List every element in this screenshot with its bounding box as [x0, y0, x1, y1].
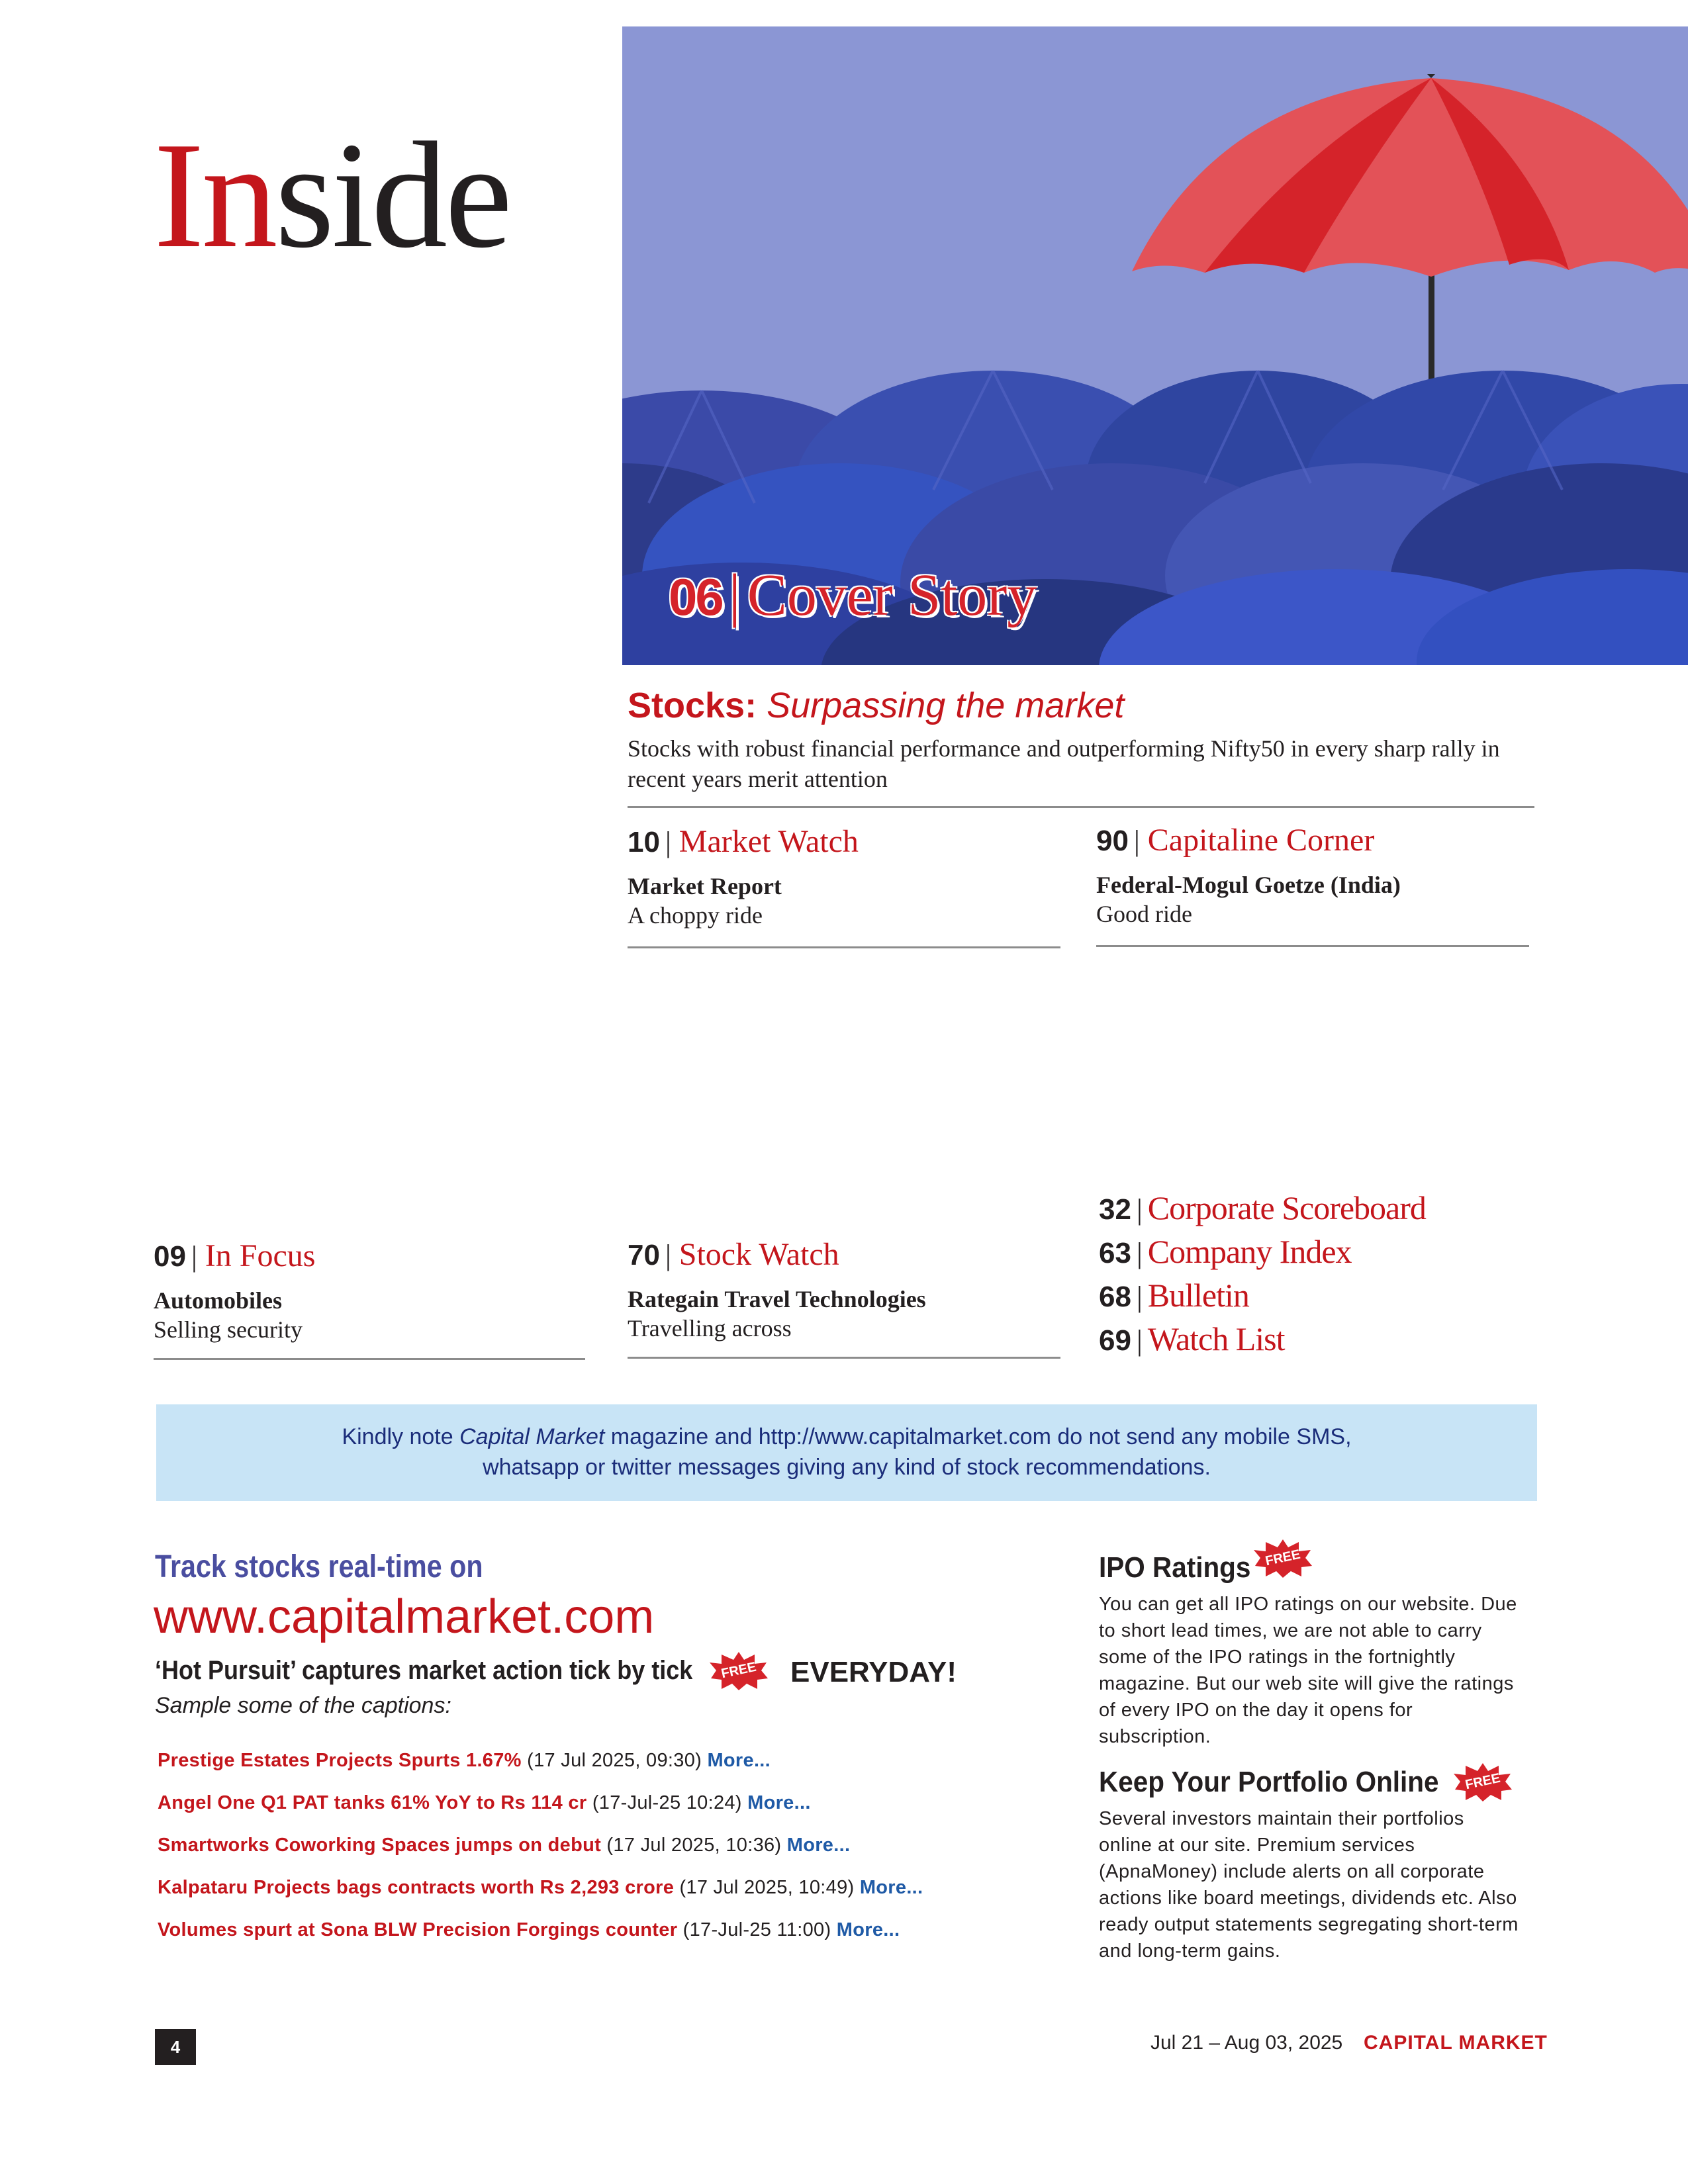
- portfolio-online-text: Several investors maintain their portfolios online at our site. Premium services (ApnaMoney) include alerts on all corporate actions like board meetings, dividends etc. Also ready output statements segregating short-term and long-term gains.: [1099, 1808, 1519, 1962]
- notice-line-1: [156, 1422, 1537, 1452]
- other-item-company-index[interactable]: [1099, 1232, 1352, 1271]
- section-name: Market Watch: [679, 824, 859, 859]
- section-subtitle: Rategain Travel Technologies: [628, 1286, 926, 1312]
- website-link[interactable]: www.capitalmarket.com: [154, 1590, 655, 1643]
- caption-time: (17-Jul-25 10:24): [592, 1792, 742, 1813]
- cover-story-headline[interactable]: [628, 685, 1124, 726]
- caption-headline[interactable]: Volumes spurt at Sona BLW Precision Forgings counter: [158, 1919, 678, 1940]
- more-link[interactable]: More...: [786, 1835, 851, 1856]
- caption-item[interactable]: [158, 1835, 850, 1856]
- ipo-ratings-text: You can get all IPO ratings on our website. Due to short lead times, we are not able to carry some of the IPO ratings in the fortnightly magazine. But our web site will give the ratings of every IPO on the day it opens for subscription.: [1099, 1594, 1517, 1747]
- section-subtitle: Automobiles: [154, 1287, 283, 1314]
- section-number: 09: [154, 1240, 186, 1273]
- section-subtitle: Federal-Mogul Goetze (India): [1096, 872, 1401, 898]
- other-item-watch-list[interactable]: [1099, 1320, 1285, 1358]
- portfolio-online-title: Keep Your Portfolio Online: [1099, 1766, 1439, 1798]
- more-link[interactable]: More...: [859, 1877, 923, 1898]
- cover-story-number: 06: [669, 568, 722, 626]
- caption-time: (17 Jul 2025, 10:36): [606, 1835, 782, 1856]
- notice-line-2: whatsapp or twitter messages giving any kind of stock recommendations.: [483, 1455, 1211, 1480]
- cover-story-label: [669, 561, 1037, 629]
- free-badge-label: FREE: [1464, 1770, 1502, 1793]
- everyday-label: EVERYDAY!: [790, 1656, 957, 1688]
- free-badge: [1252, 1538, 1313, 1578]
- free-badge-label: FREE: [720, 1659, 758, 1682]
- cover-story-separator: |: [728, 563, 741, 628]
- free-badge: [708, 1651, 769, 1690]
- caption-time: (17-Jul-25 11:00): [682, 1919, 831, 1940]
- more-link[interactable]: More...: [707, 1750, 771, 1771]
- section-separator: |: [665, 826, 671, 858]
- other-item-bulletin[interactable]: [1099, 1276, 1249, 1314]
- section-tagline: Good ride: [1096, 901, 1192, 927]
- cover-story-image[interactable]: [622, 26, 1688, 665]
- caption-headline[interactable]: Prestige Estates Projects Spurts 1.67%: [158, 1750, 522, 1771]
- divider: [628, 946, 1060, 948]
- magazine-brand: CAPITAL MARKET: [1364, 2032, 1548, 2054]
- item-number: 68: [1099, 1281, 1131, 1313]
- item-number: 32: [1099, 1193, 1131, 1226]
- caption-item[interactable]: [158, 1877, 923, 1899]
- caption-item[interactable]: [158, 1750, 771, 1772]
- section-tagline: A choppy ride: [628, 902, 763, 929]
- cover-story-kicker: Stocks:: [628, 686, 757, 725]
- cover-story-heading: Cover Story: [747, 563, 1037, 628]
- section-stock-watch[interactable]: [628, 1236, 839, 1273]
- item-separator: |: [1136, 1193, 1143, 1226]
- section-capitaline-corner[interactable]: [1096, 822, 1374, 858]
- caption-item[interactable]: [158, 1919, 900, 1941]
- free-badge: [1452, 1762, 1513, 1801]
- hot-pursuit-tagline: ‘Hot Pursuit’ captures market action tick by tick: [155, 1656, 693, 1685]
- other-item-corporate-scoreboard[interactable]: [1099, 1189, 1426, 1227]
- caption-item[interactable]: [158, 1792, 811, 1814]
- ipo-ratings-title: IPO Ratings: [1099, 1551, 1251, 1584]
- divider: [628, 806, 1534, 808]
- divider: [154, 1358, 585, 1360]
- section-market-watch[interactable]: [628, 823, 859, 860]
- free-badge-label: FREE: [1264, 1547, 1302, 1569]
- item-name: Bulletin: [1147, 1277, 1249, 1314]
- more-link[interactable]: More...: [747, 1792, 811, 1813]
- notice-prefix: Kindly note: [342, 1424, 460, 1449]
- notice-magazine: Capital Market: [459, 1424, 605, 1449]
- page-title: [154, 111, 510, 279]
- item-separator: |: [1136, 1281, 1143, 1313]
- section-subtitle: Market Report: [628, 873, 782, 899]
- caption-time: (17 Jul 2025, 09:30): [527, 1750, 702, 1771]
- section-in-focus[interactable]: [154, 1238, 315, 1274]
- item-separator: |: [1136, 1237, 1143, 1269]
- section-name: Capitaline Corner: [1147, 823, 1375, 858]
- section-number: 10: [628, 826, 660, 858]
- item-separator: |: [1136, 1324, 1143, 1357]
- section-number: 70: [628, 1239, 660, 1271]
- track-stocks-title: Track stocks real-time on: [155, 1549, 483, 1584]
- section-separator: |: [191, 1240, 197, 1273]
- notice-line1-rest: magazine and http://www.capitalmarket.com do not send any mobile SMS,: [604, 1424, 1352, 1449]
- item-name: Company Index: [1147, 1233, 1352, 1270]
- item-number: 69: [1099, 1324, 1131, 1357]
- section-name: Stock Watch: [679, 1237, 839, 1272]
- section-separator: |: [1133, 825, 1140, 857]
- section-tagline: Selling security: [154, 1316, 303, 1343]
- disclaimer-notice: [156, 1404, 1537, 1501]
- caption-headline[interactable]: Angel One Q1 PAT tanks 61% YoY to Rs 114 cr: [158, 1792, 587, 1813]
- sample-captions-label: Sample some of the captions:: [155, 1693, 451, 1718]
- issue-date: Jul 21 – Aug 03, 2025: [1150, 2032, 1343, 2054]
- section-number: 90: [1096, 825, 1129, 857]
- page-title-first: In: [154, 111, 275, 279]
- section-name: In Focus: [205, 1238, 316, 1273]
- page-title-rest: side: [275, 111, 510, 279]
- divider: [1096, 945, 1529, 947]
- item-number: 63: [1099, 1237, 1131, 1269]
- more-link[interactable]: More...: [836, 1919, 900, 1940]
- item-name: Watch List: [1147, 1320, 1285, 1357]
- item-name: Corporate Scoreboard: [1147, 1189, 1426, 1226]
- cover-story-title: Surpassing the market: [767, 686, 1125, 725]
- caption-headline[interactable]: Kalpataru Projects bags contracts worth Rs 2,293 crore: [158, 1877, 675, 1898]
- section-separator: |: [665, 1239, 671, 1271]
- caption-time: (17 Jul 2025, 10:49): [679, 1877, 855, 1898]
- caption-headline[interactable]: Smartworks Coworking Spaces jumps on debut: [158, 1835, 602, 1856]
- divider: [628, 1357, 1060, 1359]
- cover-story-description: Stocks with robust financial performance and outperforming Nifty50 in every sharp rally in recent years merit attention: [628, 735, 1500, 792]
- section-tagline: Travelling across: [628, 1315, 792, 1342]
- page-number: 4: [155, 2029, 196, 2065]
